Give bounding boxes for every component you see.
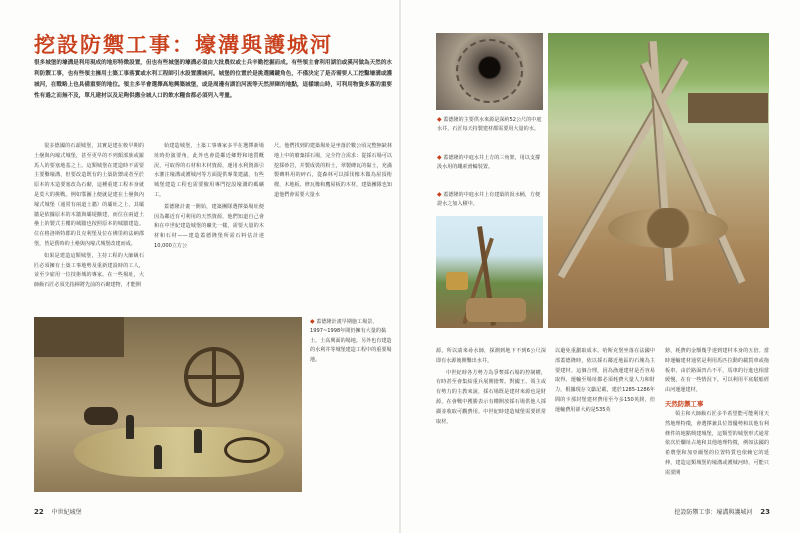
caption-marker-icon: ◆ (310, 318, 315, 325)
caption-text: 蓋德隆計畫早期施工場景，1997~1998年間仍擁有大量的黏土，土高興面的場地。另外也有建造的水利井等城堡建造工程中的重要場地。 (310, 319, 392, 363)
body-paragraph: 尺。他們找到的建築場址是坐落於數公頃完整無缺林地上中的廢棄採石場，完全符合需求：從採石場可以挖採砂岩，并製成裝的粉土，翠製磚瓦的黏土，充滿製磚料用的碎石，從森林可以採伐橡木做為屋頂桁樑，木地板、修瓦橡和鷹屋板的木材，建築團隊也知道他們會需要大量水 (274, 143, 392, 198)
page-number: 22 (34, 508, 44, 516)
photo-worker-figure (154, 445, 162, 469)
running-footer: 中世紀城堡 (51, 509, 82, 516)
photo-spoke-shape (184, 375, 244, 379)
body-paragraph: 中世紀時各方勢力為爭奪採石場的控制權，有時甚至會集結重兵展開搶奪。對國王、領主或有勢力的主教來說，採石場既是建材來源也是財源，在會戰中獲勝表示有權開放採石場供他人採擷並收取可觀費用。中世紀時建造城堡需要經常取材， (436, 369, 546, 425)
well-shaft-photo (436, 33, 543, 110)
well-tripod-photo (548, 33, 769, 328)
photo-caption (437, 190, 542, 210)
excavation-site-photo (34, 317, 302, 492)
body-paragraph: 鎊，耗費的金額幾乎達到建材本身的五倍。當時運輸建材通常是利用馬匹拉動的載貨車或拖板車，由於路面凹凸不平，馬車的行進也相當緩慢，在有一些情況下，可以利用平底駁船經由河運運建材。 (665, 348, 769, 394)
body-column-5 (555, 347, 655, 418)
photo-caption (437, 153, 542, 173)
body-paragraph: 源，所以請來尋水師，探測到地下不到6公尺深即有水源後開鑿出水井。 (436, 348, 546, 364)
photo-cart-shape (224, 437, 270, 463)
body-column-2 (154, 142, 264, 254)
photo-caption (437, 115, 542, 135)
body-column-4 (436, 347, 546, 429)
photo-worker-figure (194, 429, 202, 453)
body-paragraph: 蓋德隆計畫一開始，建築團隊選擇築場址便因為鄰近有可利用的天然資源，他們知道自己會和在中世紀建造城堡的礦先一樣，需要大量的木材和石材——建造蓋德隆堡所需石料估計達10,000立方公 (154, 203, 264, 249)
photo-wellhead-shape (608, 208, 728, 248)
body-paragraph: 領主和大師級石匠多半希望能可能利用天然地理特徵，會選擇兼具位置優勢和其他有利條件的地點興建城堡，這類型的城堡形式通常依次於爛址占地和其他地理特徵，例如法國的希農堡和加亞爾堡的位置特質也依賴它的延伸，建造這類城堡的壕溝或護城河時，可能只需要開 (665, 410, 769, 476)
page-gutter (399, 0, 401, 533)
body-paragraph: 如果是建造這類城堡，主持工程的大師級石匠必須擁有土築工事地勢及重新建設時的工人，並至少雇用一位技術城的專家。在一些場址，大師級石匠必須先指揮將先前的石砌建物，才能開 (34, 252, 144, 289)
lead-paragraph: 很多城堡的壕溝是利用現成的地形特徵設置，但也有些城堡的壕溝必須由大批農奴或士兵辛勤挖掘而成。有些領主會利用湖泊或溪河做為天然的水利防禦工事，也有些領主擁用土築工事落實或水利工程師引水設置護城河。城堡的位置於是挑選關鍵角色，不僅決定了是否需要人工挖鑿壕溝或護城河，在戰略上也具備重要的地位。領主多半會選擇高地興築城堡，或是周邊有湖泊河流等天然屏障的地點，這樣壞山時，可利用物資多寡的重要性有過之而無不及，單凡建材以及足夠供應全城人口的飲水糧食都必須列入考量。 (34, 60, 393, 99)
body-paragraph: 很多德國的石頭城堡，其實是建在較早期的土壘與內壕式城堡，甚至更早的不列顛部族或羅馬人的要塞地基之上。這類城堡在建造時不需要主要鑿壕溝，但要改造既有的土築防禦或者至於原本的木造要塞改為石砌，這種重建工程本身就是莫大的挑戰。例如鄂圖上便就是建在土壘與內壕式城堡（通常有兩道土牆）的壩址之上，其壩牆是依據原本的木牆與壩堤擴建，而位在兩道土壘上的製式主樓的城牆也按照原本的城牆建造。位在格洛斯特郡的貝克利堡及位在佛里約法納郡堡，皆是舊時的土壘與內壕式城堡改建而成。 (34, 143, 144, 247)
photo-worker-figure (126, 415, 134, 439)
caption-marker-icon: ◆ (437, 116, 442, 123)
photo-bucket-shape (446, 272, 468, 290)
body-column-1 (34, 142, 144, 293)
photo-base-shape (466, 298, 526, 322)
well-bucket-photo (436, 216, 543, 328)
caption-marker-icon: ◆ (437, 154, 442, 161)
page-footer-right (674, 507, 770, 516)
body-paragraph: 以避免重劃取成本。哈斯克堡坐落在法國中部蓋德隆時，依以採石鄰近地區的石塊為主要建材。這個合理，因為漁運建材是否容易取得、運輸至場址都必須耗費大量人力和財力，根據現存文獻記載，建於1285-1286年間的卡那封堡建材費用至今多150英鎊，但運輸費用卻大約是535英 (555, 348, 655, 413)
page-title: 挖設防禦工事：壕溝與護城河 (34, 33, 333, 57)
section-subheading: 天然防禦工事 (665, 399, 704, 408)
body-column-3 (274, 142, 392, 203)
caption-text: 蓋德隆的主要供水來源是深約52公尺的中庭水井，石匠每天持製建材都需要用大量的水。 (437, 117, 542, 133)
photo-horse-shape (84, 407, 118, 425)
photo-roof-shape (688, 93, 768, 123)
body-column-6 (665, 347, 769, 481)
running-footer: 挖設防禦工事：壕溝與護城河 (674, 509, 753, 516)
caption-marker-icon: ◆ (437, 191, 442, 198)
caption-text: 蓋德隆的中庭水井上有建築的汲水桶，方便證水之加入積中。 (437, 192, 541, 208)
photo-wall-shape (34, 317, 124, 357)
photo-caption (310, 317, 394, 365)
photo-ring-shape (456, 39, 523, 103)
page-footer-left (34, 507, 82, 516)
body-paragraph: 始建造城堡，土築工事專家多半在選擇新場址時扮演要角，此外也會從鄰近鄉野和地質概況，可取得的石材和木材資源，運用水利資源引水灌注壕溝或護城河等方面提供專業建議，有些城堡建造工程也需要僱用專門挖設壕溝的碼礦工。 (154, 143, 264, 198)
caption-text: 蓋德隆的中庭水井上方的三角架，用以支撐汲水用的繩索滑輪裝置。 (437, 155, 541, 171)
page-number: 23 (760, 508, 770, 516)
